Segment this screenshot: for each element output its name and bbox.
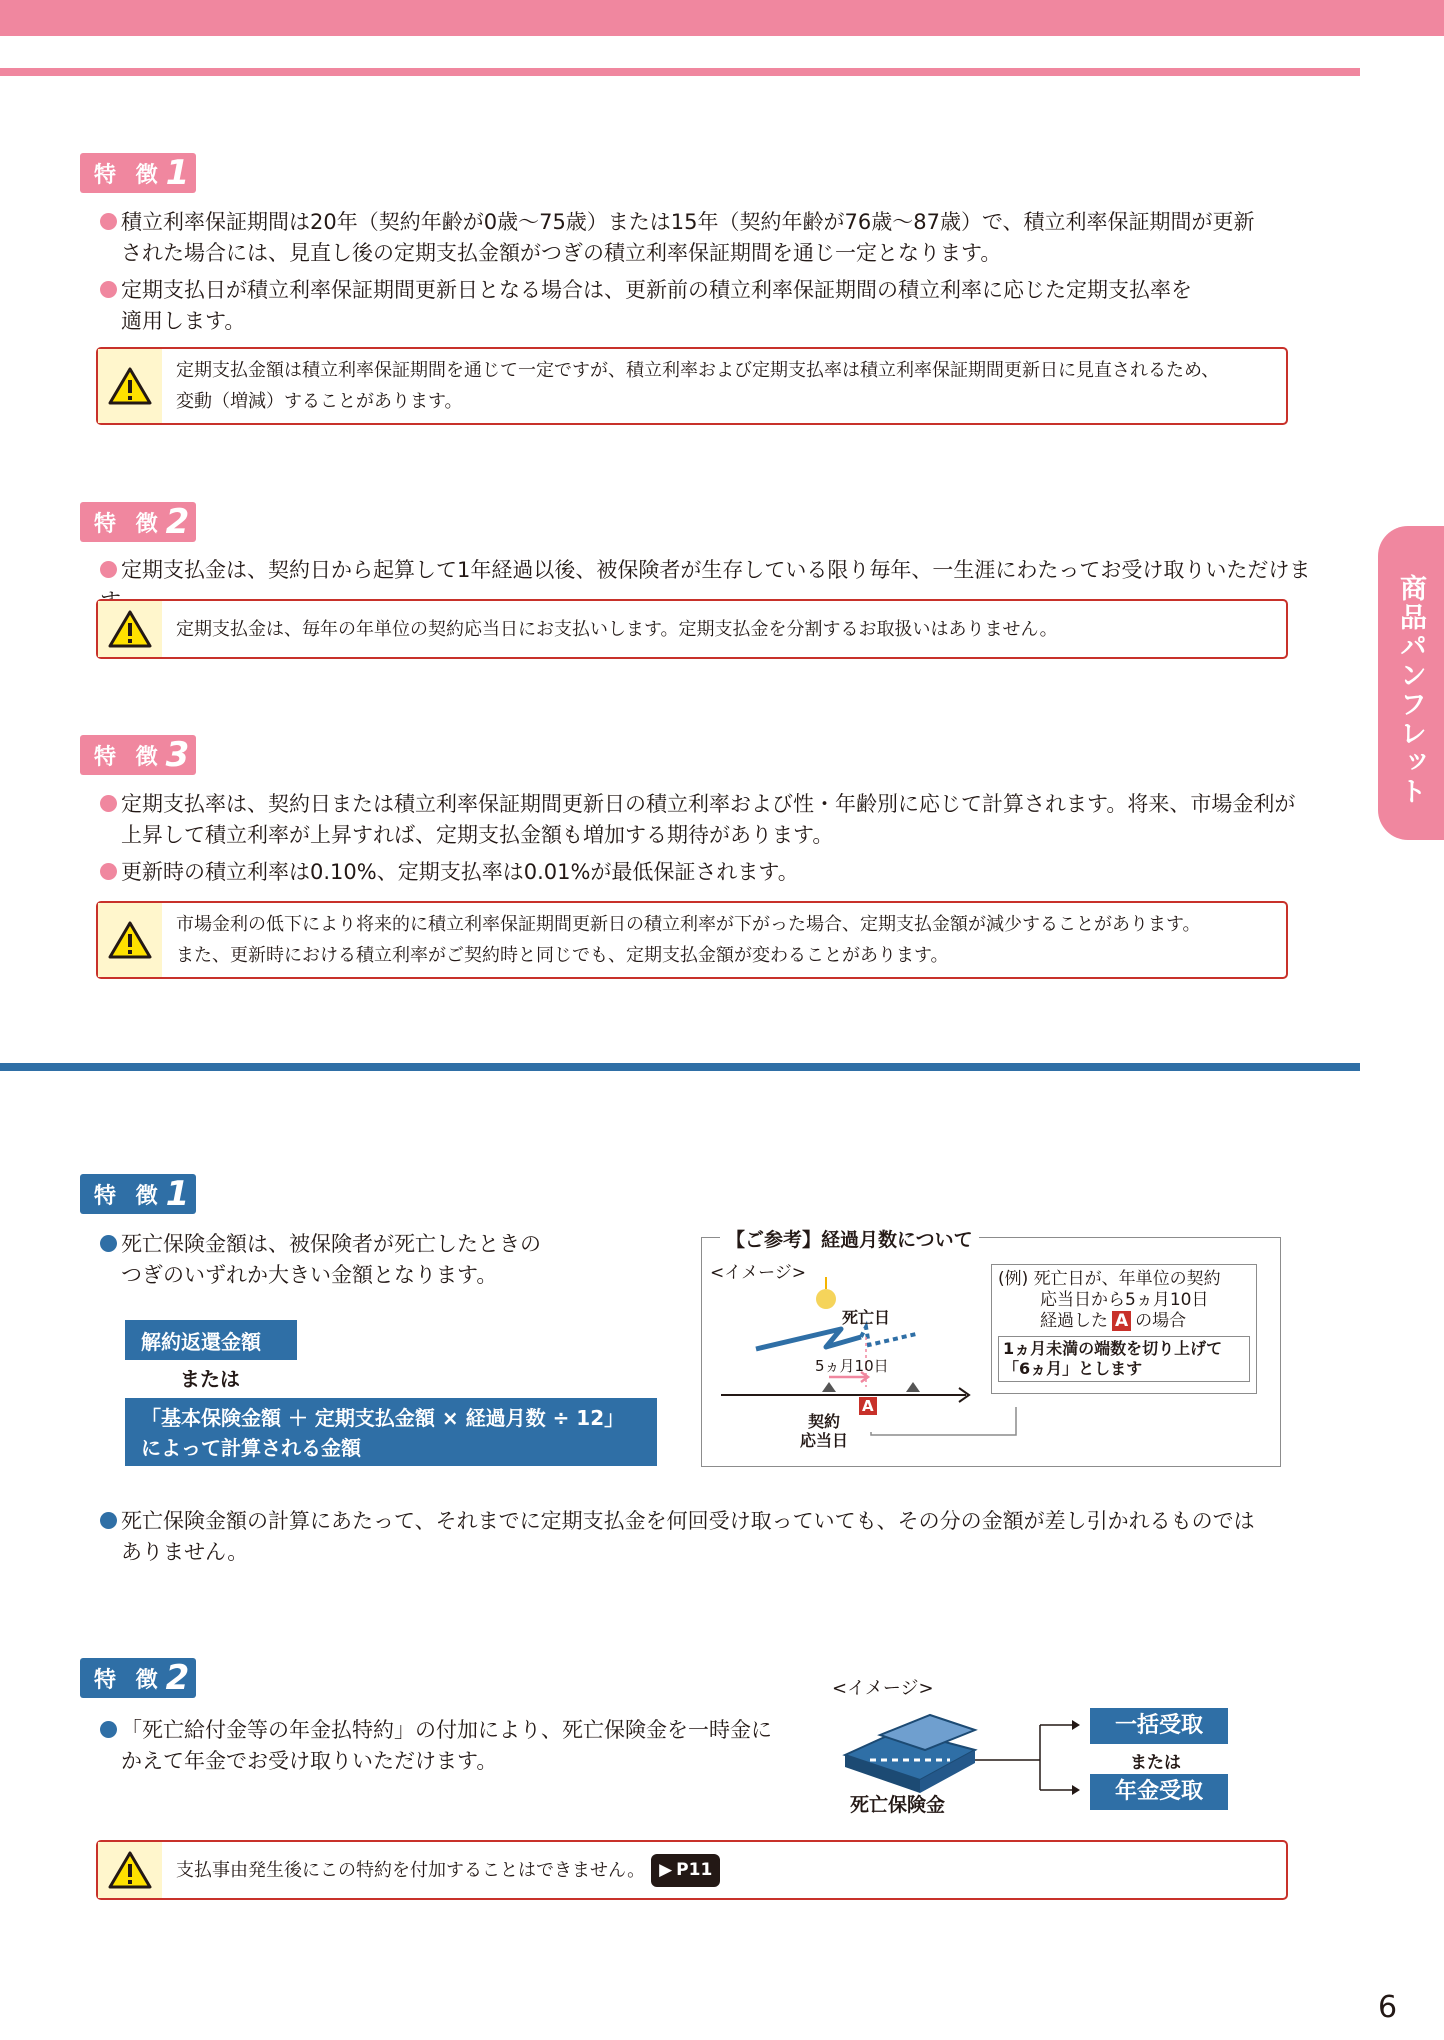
bullet-dot <box>100 1512 117 1529</box>
page-reference-link[interactable]: ▶ P11 <box>651 1854 720 1887</box>
warning-icon <box>98 1842 162 1898</box>
diagram-title: 【ご参考】経過月数について <box>720 1225 979 1252</box>
bullet-dot <box>100 213 117 230</box>
warning-icon <box>98 349 162 423</box>
feature-badge-3: 特 徴 3 <box>80 735 196 775</box>
contract-day-label: 契約 応当日 <box>800 1412 849 1450</box>
warning-box: 定期支払金は、毎年の年単位の契約応当日にお支払いします。定期支払金を分割するお取扱いはありません。 <box>96 599 1288 659</box>
example-box: (例) 死亡日が、年単位の契約 応当日から5ヵ月10日 経過した A の場合 1ヵ月未満の端数を切り上げて 「6ヵ月」とします <box>991 1264 1257 1394</box>
money-bundle-icon <box>840 1705 1090 1795</box>
feature-badge-2: 特 徴 2 <box>80 502 196 542</box>
feature3-bullets: 定期支払率は、契約日または積立利率保証期間更新日の積立利率および性・年齢別に応じて計算されます。将来、市場金利が 上昇して積立利率が上昇すれば、定期支払金額も増加する期待があります。 更新時の積立利率は0.10%、定期支払率は0.01%が最低保証されます。 <box>100 789 1320 888</box>
section-divider-blue <box>0 1063 1360 1071</box>
death-benefit-bullet-2: 死亡保険金額の計算にあたって、それまでに定期支払金を何回受け取っていても、その分の金額が差し引かれるものでは ありません。 <box>100 1506 1300 1568</box>
side-tab-label: 商品パンフレット <box>1395 574 1426 806</box>
death-benefit-label: 死亡保険金 <box>850 1794 946 1816</box>
or-label-2: または <box>1130 1753 1181 1773</box>
formula-box: 「基本保険金額 ＋ 定期支払金額 × 経過月数 ÷ 12」 によって計算される金額 <box>125 1398 657 1466</box>
feature-badge-1-blue: 特 徴 1 <box>80 1174 196 1214</box>
warning-icon <box>98 903 162 977</box>
annuity-rider-bullet: 「死亡給付金等の年金払特約」の付加により、死亡保険金を一時金に かえて年金でお受け取りいただけます。 <box>100 1715 800 1777</box>
bullet-dot <box>100 1235 117 1252</box>
warning-box: 定期支払金額は積立利率保証期間を通じて一定ですが、積立利率および定期支払率は積立利率保証期間更新日に見直されるため、 変動（増減）することがあります。 <box>96 347 1288 425</box>
or-label: または <box>180 1367 240 1391</box>
feature1-bullets: 積立利率保証期間は20年（契約年齢が0歳～75歳）または15年（契約年齢が76歳～87歳）で、積立利率保証期間が更新 された場合には、見直し後の定期支払金額がつぎの積立利率保証期間を通じ一定となります。 定期支払日が積立利率保証期間更新日となる場合は、更新前の積立利率保証期間の積立利率に応じた定期支払率を 適用します。 <box>100 207 1300 337</box>
side-tab[interactable] <box>1378 526 1444 840</box>
feature-badge-1: 特 徴 1 <box>80 153 196 193</box>
bullet-dot <box>100 281 117 298</box>
top-bar <box>0 0 1444 36</box>
bullet-dot <box>100 795 117 812</box>
play-arrow-icon: ▶ <box>659 1859 673 1880</box>
feature-badge-2-blue: 特 徴 2 <box>80 1658 196 1698</box>
feature2-bullet: 定期支払金は、契約日から起算して1年経過以後、被保険者が生存している限り毎年、一生涯にわたってお受け取りいただけま <box>100 555 1340 617</box>
death-benefit-bullet: 死亡保険金額は、被保険者が死亡したときの つぎのいずれか大きい金額となります。 <box>100 1229 660 1291</box>
warning-icon <box>98 601 162 657</box>
months-label: 5ヵ月10日 <box>815 1357 889 1375</box>
warning-box: 支払事由発生後にこの特約を付加することはできません。 ▶ P11 <box>96 1840 1288 1900</box>
death-day-label: 死亡日 <box>842 1308 891 1327</box>
bullet-dot <box>100 863 117 880</box>
page-number: 6 <box>1378 1990 1398 2025</box>
annuity-option: 年金受取 <box>1090 1774 1228 1810</box>
surrender-value-box: 解約返還金額 <box>125 1320 297 1360</box>
diagram-image-label: <イメージ> <box>710 1263 806 1283</box>
bullet-dot <box>100 1721 117 1738</box>
marker-A: A <box>862 1397 874 1415</box>
section-divider-pink <box>0 68 1360 76</box>
lump-sum-option: 一括受取 <box>1090 1708 1228 1744</box>
bullet-dot <box>100 561 117 578</box>
image-label: <イメージ> <box>832 1678 934 1699</box>
warning-box: 市場金利の低下により将来的に積立利率保証期間更新日の積立利率が下がった場合、定期支払金額が減少することがあります。 また、更新時における積立利率がご契約時と同じでも、定期支払金額が変わることがあります。 <box>96 901 1288 979</box>
